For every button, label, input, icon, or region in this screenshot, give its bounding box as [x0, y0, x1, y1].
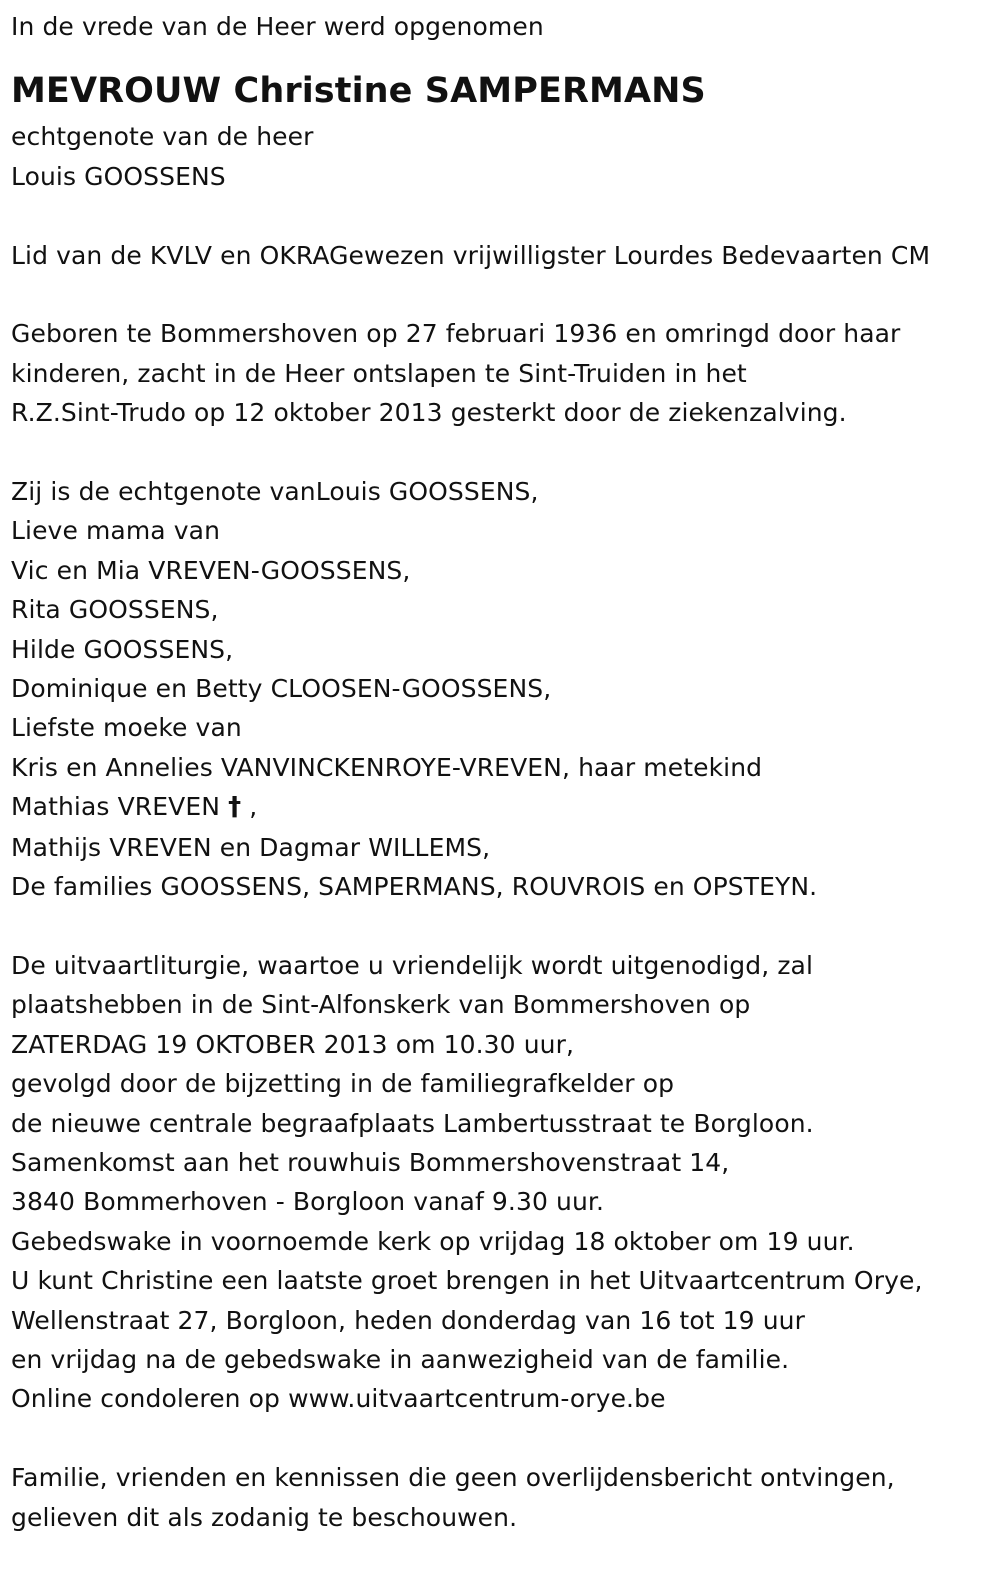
spacer	[11, 196, 991, 235]
funeral-line: Gebedswake in voornoemde kerk op vrijdag 18 oktober om 19 uur.	[11, 1226, 855, 1256]
closing-line: gelieven dit als zodanig te beschouwen.	[11, 1502, 518, 1532]
funeral-line: en vrijdag na de gebedswake in aanwezigheid van de familie.	[11, 1344, 790, 1374]
family-line: Dominique en Betty CLOOSEN-GOOSSENS,	[11, 674, 552, 704]
online-condolence-line	[11, 1379, 991, 1418]
birth-line: Geboren te Bommershoven op 27 februari 1936 en omringd door haar	[11, 319, 901, 349]
funeral-line: gevolgd door de bijzetting in de familiegrafkelder op	[11, 1069, 675, 1099]
family-line: De families GOOSSENS, SAMPERMANS, ROUVROIS en OPSTEYN.	[11, 872, 818, 902]
birth-line: kinderen, zacht in de Heer ontslapen te Sint-Truiden in het	[11, 358, 747, 388]
condolence-link[interactable]: www.uitvaartcentrum-orye.be	[288, 1384, 666, 1414]
spouse-line-2: Louis GOOSSENS	[11, 161, 226, 191]
funeral-line: Samenkomst aan het rouwhuis Bommershovenstraat 14,	[11, 1147, 730, 1177]
spacer	[11, 46, 991, 65]
deceased-name-title: MEVROUW Christine SAMPERMANS	[11, 71, 706, 112]
spacer	[11, 1419, 991, 1458]
membership-text: Lid van de KVLV en OKRAGewezen vrijwilligster Lourdes Bedevaarten CM	[11, 240, 931, 270]
spacer	[11, 906, 991, 945]
family-line-mathias	[11, 787, 991, 827]
family-line: Zij is de echtgenote vanLouis GOOSSENS,	[11, 477, 539, 507]
spouse-line-1: echtgenote van de heer	[11, 122, 314, 152]
family-line: Hilde GOOSSENS,	[11, 634, 234, 664]
funeral-line: 3840 Bommerhoven - Borgloon vanaf 9.30 uur.	[11, 1187, 605, 1217]
funeral-line: ZATERDAG 19 OKTOBER 2013 om 10.30 uur,	[11, 1029, 575, 1059]
funeral-line: De uitvaartliturgie, waartoe u vriendelijk wordt uitgenodigd, zal	[11, 950, 814, 980]
funeral-line: U kunt Christine een laatste groet brengen in het Uitvaartcentrum Orye,	[11, 1266, 923, 1296]
closing-line: Familie, vrienden en kennissen die geen overlijdensbericht ontvingen,	[11, 1463, 895, 1493]
funeral-line: de nieuwe centrale begraafplaats Lambertusstraat te Borgloon.	[11, 1108, 814, 1138]
intro-text: In de vrede van de Heer werd opgenomen	[11, 12, 544, 41]
family-line: Mathijs VREVEN en Dagmar WILLEMS,	[11, 832, 491, 862]
birth-line: R.Z.Sint-Trudo op 12 oktober 2013 gesterkt door de ziekenzalving.	[11, 398, 847, 428]
funeral-line: plaatshebben in de Sint-Alfonskerk van Bommershoven op	[11, 990, 751, 1020]
mathias-suffix: ,	[241, 792, 258, 822]
cross-icon: †	[228, 792, 242, 823]
family-line: Liefste moeke van	[11, 713, 242, 743]
online-prefix: Online condoleren op	[11, 1384, 289, 1414]
closing-paragraph	[11, 1458, 991, 1537]
family-line: Rita GOOSSENS,	[11, 595, 219, 625]
spacer	[11, 275, 991, 314]
obituary-document	[11, 7, 991, 1537]
family-paragraph	[11, 472, 991, 906]
spacer	[11, 433, 991, 472]
funeral-paragraph	[11, 946, 991, 1419]
mathias-name: Mathias VREVEN	[11, 792, 229, 822]
family-line: Kris en Annelies VANVINCKENROYE-VREVEN, haar metekind	[11, 752, 763, 782]
birth-paragraph	[11, 314, 991, 432]
family-line: Lieve mama van	[11, 516, 221, 546]
family-line: Vic en Mia VREVEN-GOOSSENS,	[11, 555, 411, 585]
funeral-line: Wellenstraat 27, Borgloon, heden donderdag van 16 tot 19 uur	[11, 1305, 805, 1335]
